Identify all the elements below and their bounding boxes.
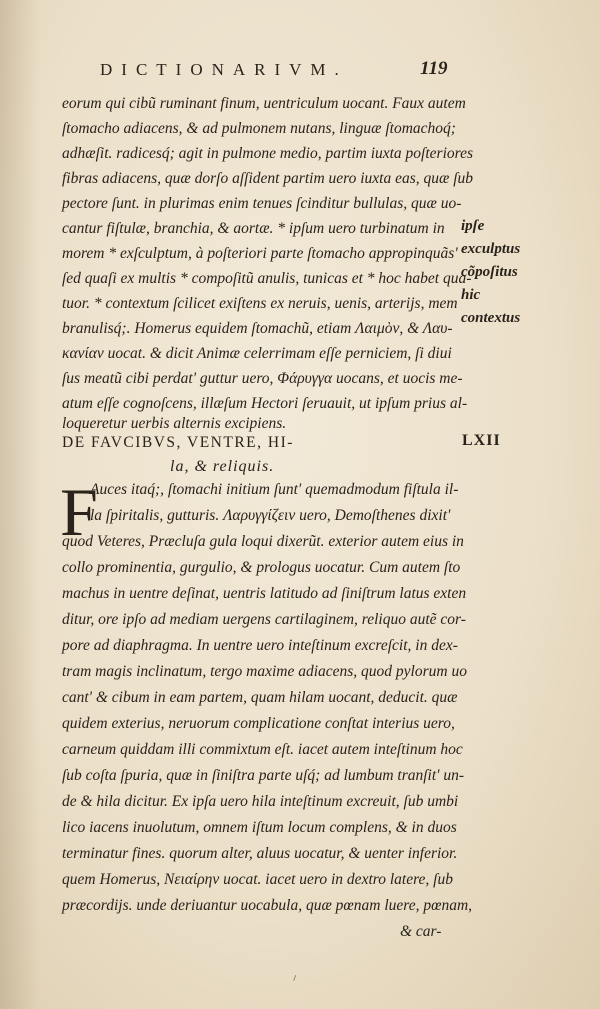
text-line: quod Veteres, Præcluſa gula loqui dixerũt. exterior autem eius in (62, 533, 464, 550)
text-line: cant' & cibum in eam partem, quam hilam uocant, deducit. quæ (62, 689, 458, 706)
text-line: ſub coſta ſpuria, quæ in ſiniſtra parte uſq́; ad lumbum tranſit' un- (62, 767, 465, 784)
text-line: κανίαν uocat. & dicit Animæ celerrimam eſſe perniciem, ſi diui (62, 345, 452, 362)
text-line: ſtomacho adiacens, & ad pulmonem nutans, linguæ ſtomachoq́; (62, 120, 456, 137)
text-line: la ſpiritalis, gutturis. Λαρυγγίζειν uero, Demoſthenes dixit' (90, 507, 451, 524)
text-line: tram magis inclinatum, tergo maxime adiacens, quod pylorum uo (62, 663, 467, 680)
text-line: branulisq́;. Homerus equidem ſtomachũ, etiam Λαιμὸν, & Λαυ- (62, 320, 453, 337)
margin-note: contextus (461, 310, 521, 326)
section-number: LXII (462, 432, 501, 449)
running-header: DICTIONARIVM. (100, 60, 348, 79)
text-line: fibras adiacens, quæ dorſo aſſident partim uero iuxta eas, quæ ſub (62, 170, 474, 187)
text-line: lico iacens inuolutum, omnem iſtum locum complens, & in duos (62, 819, 457, 836)
margin-note: exculptus (461, 241, 521, 257)
text-line: ditur, ore ipſo ad mediam uergens cartilaginem, reliquo autẽ cor- (62, 611, 466, 628)
text-line: carneum quiddam illi commixtum eſt. iacet autem inteſtinum hoc (62, 741, 463, 758)
text-line: cantur fiſtulæ, branchia, & aortæ. * ipſum uero turbinatum in (62, 220, 445, 237)
section-heading: DE FAVCIBVS, VENTRE, HI- (62, 434, 294, 451)
text-line: Auces itaq́;, ſtomachi initium ſunt' quemadmodum fiſtula il- (90, 481, 459, 498)
text-line: tuor. * contextum ſcilicet exiſtens ex neruis, uenis, arterijs, mem (62, 295, 458, 312)
text-line: pore ad diaphragma. In uentre uero inteſtinum excreſcit, in dex- (62, 637, 458, 654)
text-line: morem * exſculptum, à poſteriori parte ſtomacho appropinquãs' (62, 245, 458, 262)
text-line: atum eſſe cognoſcens, illæſum Hectori ſeruauit, ut ipſum prius al- (62, 395, 468, 412)
text-line: collo prominentia, gurgulio, & prologus uocatur. Cum autem ſto (62, 559, 461, 576)
text-line: adhæſit. radicesq́; agit in pulmone medio, partim iuxta poſteriores (62, 145, 474, 162)
margin-note: hic (461, 287, 481, 303)
margin-note: cõpoſitus (461, 264, 518, 280)
paper-mark (293, 975, 302, 983)
text-line: terminatur fines. quorum alter, aluus uocatur, & uenter inferior. (62, 845, 458, 862)
text-line: eorum qui cibũ ruminant finum, uentriculum uocant. Faux autem (62, 95, 466, 112)
text-line: machus in uentre deſinat, uentris latitudo ad ſiniſtrum latus exten (62, 585, 467, 602)
section-heading-continued: la, & reliquis. (170, 458, 275, 475)
drop-cap: F (60, 474, 98, 550)
text-line: quidem exterius, neruorum complicatione conſtat interius uero, (62, 715, 455, 732)
spine-shadow (0, 0, 40, 1009)
text-line: loqueretur uerbis alternis excipiens. (62, 415, 287, 432)
text-line: de & hila dicitur. Ex ipſa uero hila inteſtinum excreuit, ſub umbi (62, 793, 459, 810)
catchword: & car- (400, 923, 442, 940)
text-line: ſus meatũ cibi perdat' guttur uero, Φάρυγγα uocans, et uocis me- (62, 370, 463, 387)
text-line: pectore ſunt. in plurimas enim tenues ſcinditur bullulas, quæ uo- (62, 195, 462, 212)
margin-note: ipſe (461, 218, 485, 234)
text-line: ſed quaſi ex multis * compoſitũ anulis, tunicas et * hoc habet qua- (62, 270, 472, 287)
text-line: quem Homerus, Νειαίρην uocat. iacet uero in dextro latere, ſub (62, 871, 453, 888)
text-line: præcordijs. unde deriuantur uocabula, quæ pœnam luere, pœnam, (62, 897, 473, 914)
page-number: 119 (420, 58, 448, 79)
